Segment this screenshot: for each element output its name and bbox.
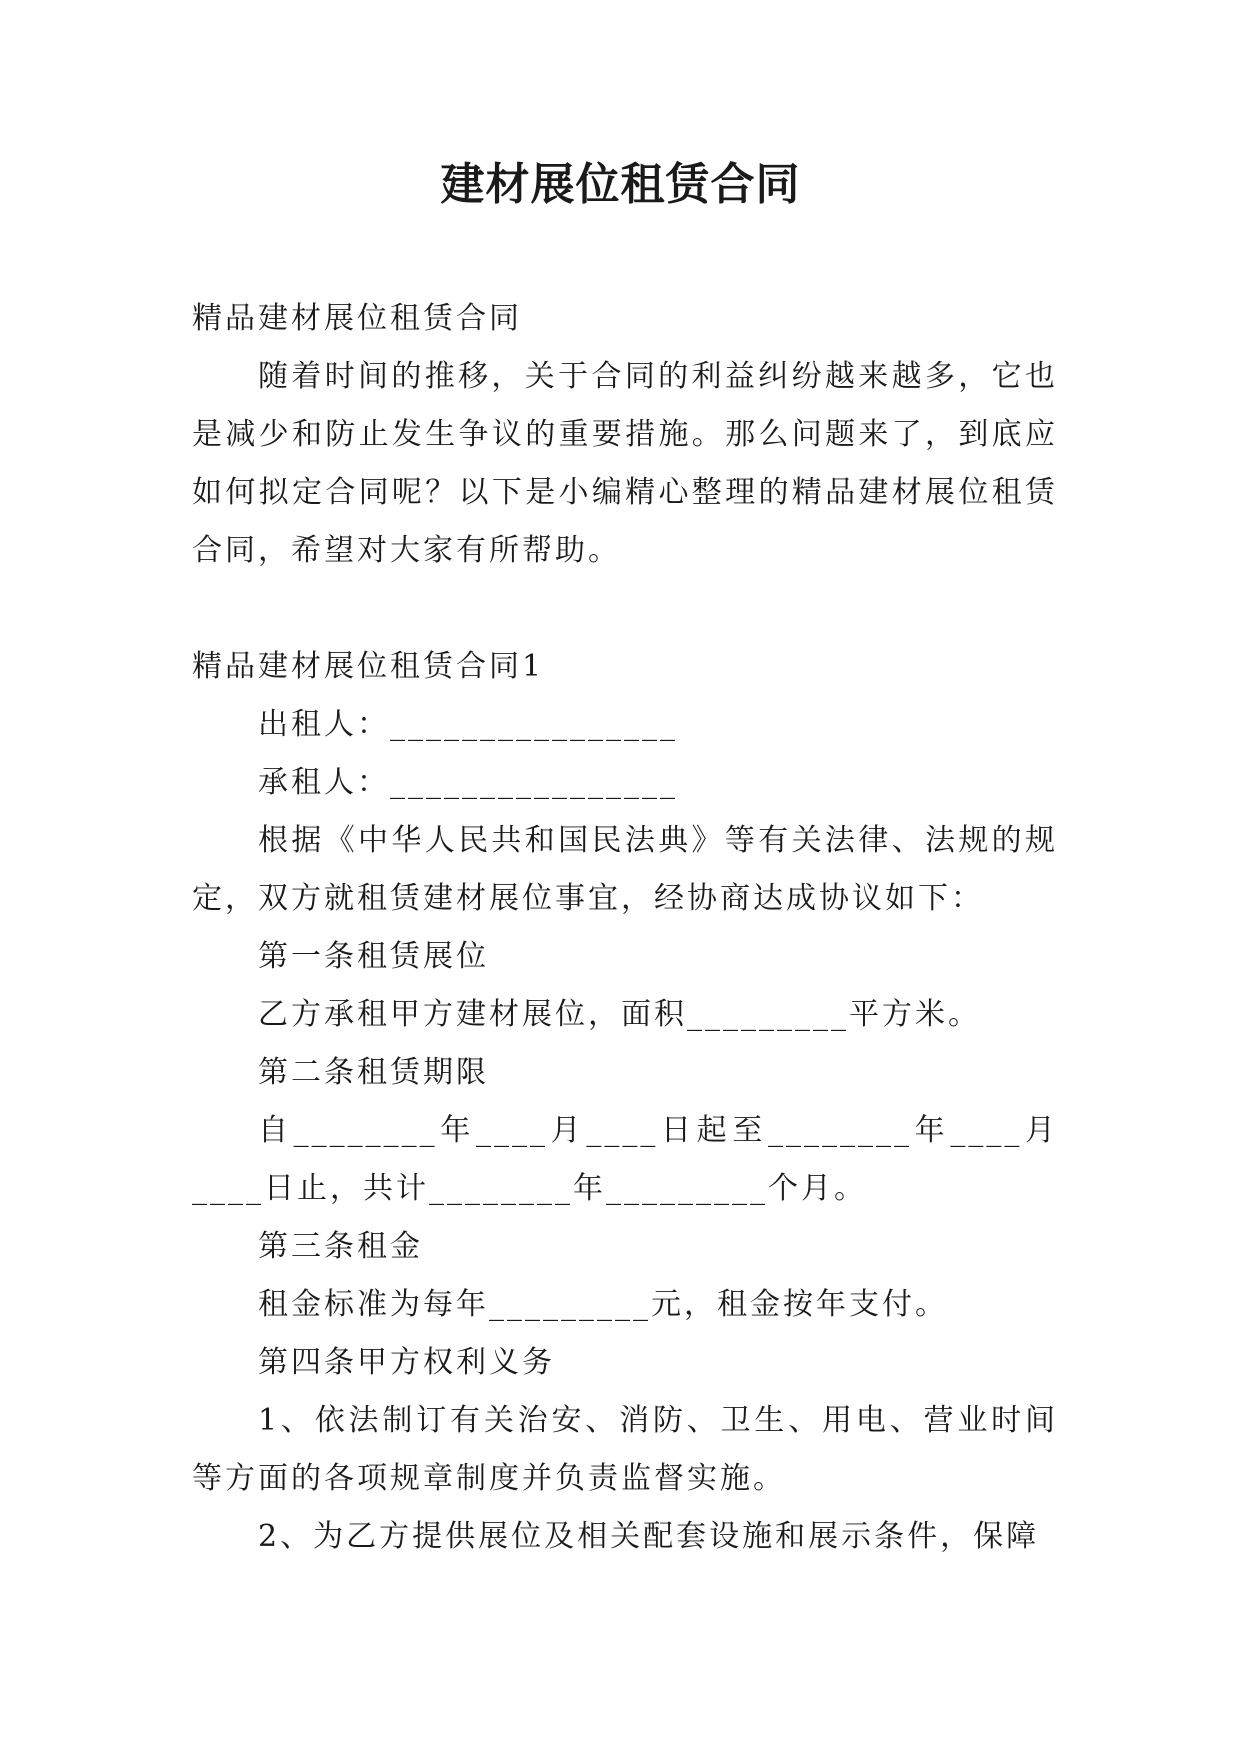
article-3-text: 租金标准为每年_________元，租金按年支付。 bbox=[258, 1287, 948, 1322]
article-3-title: 第三条租金 bbox=[258, 1229, 423, 1264]
article-1-title: 第一条租赁展位 bbox=[258, 939, 489, 974]
lessee-line: 承租人：________________ bbox=[258, 765, 678, 800]
article-4-title: 第四条甲方权利义务 bbox=[258, 1345, 555, 1380]
article-2-title: 第二条租赁期限 bbox=[258, 1055, 489, 1090]
article-4-item-2: 2、为乙方提供展位及相关配套设施和展示条件，保障 bbox=[258, 1519, 1040, 1554]
article-1-text: 乙方承租甲方建材展位，面积_________平方米。 bbox=[258, 997, 981, 1032]
heading-intro: 精品建材展位租赁合同 bbox=[192, 301, 522, 336]
document-body bbox=[192, 290, 1058, 1566]
paragraph-gap bbox=[192, 580, 1058, 638]
intro-paragraph: 随着时间的推移，关于合同的利益纠纷越来越多，它也是减少和防止发生争议的重要措施。那么问题来了，到底应如何拟定合同呢？以下是小编精心整理的精品建材展位租赁合同，希望对大家有所帮助。 bbox=[192, 359, 1058, 568]
basis-paragraph: 根据《中华人民共和国民法典》等有关法律、法规的规定，双方就租赁建材展位事宜，经协商达成协议如下： bbox=[192, 823, 1058, 916]
lessor-line: 出租人：________________ bbox=[258, 707, 678, 742]
document-title: 建材展位租赁合同 bbox=[440, 159, 801, 210]
article-4-item-1: 1、依法制订有关治安、消防、卫生、用电、营业时间等方面的各项规章制度并负责监督实施。 bbox=[192, 1403, 1058, 1496]
article-2-text: 自________年____月____日起至________年____月____日止，共计________年_________个月。 bbox=[192, 1113, 1058, 1206]
heading-contract-1: 精品建材展位租赁合同1 bbox=[192, 649, 545, 684]
